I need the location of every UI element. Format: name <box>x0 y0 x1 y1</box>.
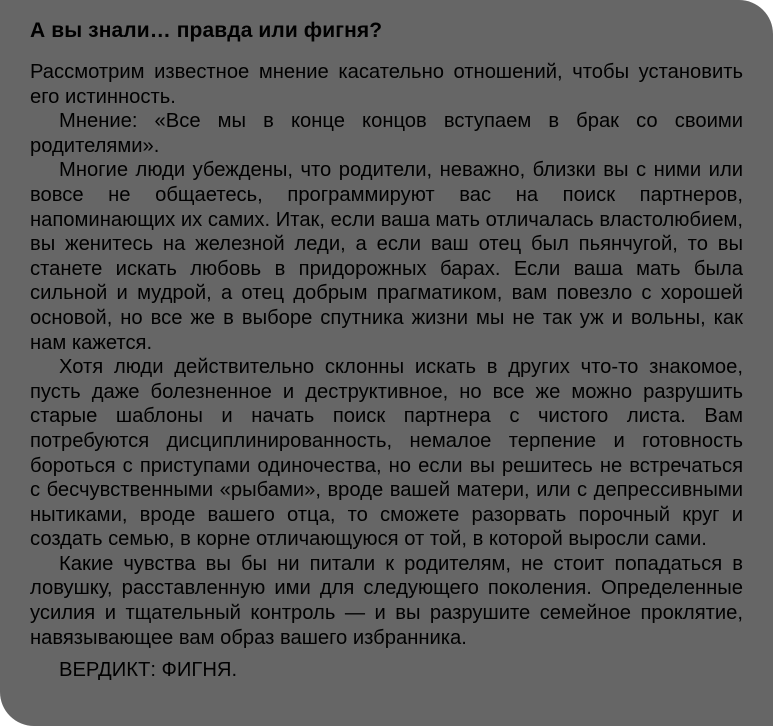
paragraph-opinion: Мнение: «Все мы в конце концов вступаем в брак со своими родителями». <box>30 110 743 157</box>
paragraph-conclusion: Какие чувства вы бы ни питали к родителям, не стоит попадаться в ловушку, расставленную ими для следующего поколения. Определенные усилия и тщательный контроль — и вы разрушите семейное проклятие, навязывающее вам образ вашего избранника. <box>30 552 743 649</box>
paragraph-counterpoint: Хотя люди действительно склонны искать в других что-то знакомое, пусть даже болезненное и деструктивное, но все же можно разрушить старые шаблоны и начать поиск партнера с чистого листа. Вам потребуются дисциплинированность, немалое терпение и готовность бороться с приступами одиночества, но если вы решитесь не встречаться с бесчувственными «рыбами», вроде вашей матери, или с депрессивными нытиками, вроде вашего отца, то сможете разорвать порочный круг и создать семью, в корне отличающуюся от той, в которой выросли сами. <box>30 356 743 551</box>
paragraph-intro: Рассмотрим известное мнение касательно отношений, чтобы установить его истинность. <box>30 61 743 108</box>
verdict-line: ВЕРДИКТ: ФИГНЯ. <box>59 659 238 682</box>
paragraph-belief: Многие люди убеждены, что родители, неважно, близки вы с ними или вовсе не общаетесь, программируют вас на поиск партнеров, напоминающих их самих. Итак, если ваша мать отличалась властолюбием, вы женитесь на железной леди, а если ваш отец был пьянчугой, то вы станете искать любовь в придорожных барах. Если ваша мать была сильной и мудрой, а отец добрым прагматиком, вам повезло с хорошей основой, но все же в выборе спутника жизни мы не так уж и вольны, как нам кажется. <box>30 159 743 354</box>
box-title: А вы знали… правда или фигня? <box>30 19 383 42</box>
